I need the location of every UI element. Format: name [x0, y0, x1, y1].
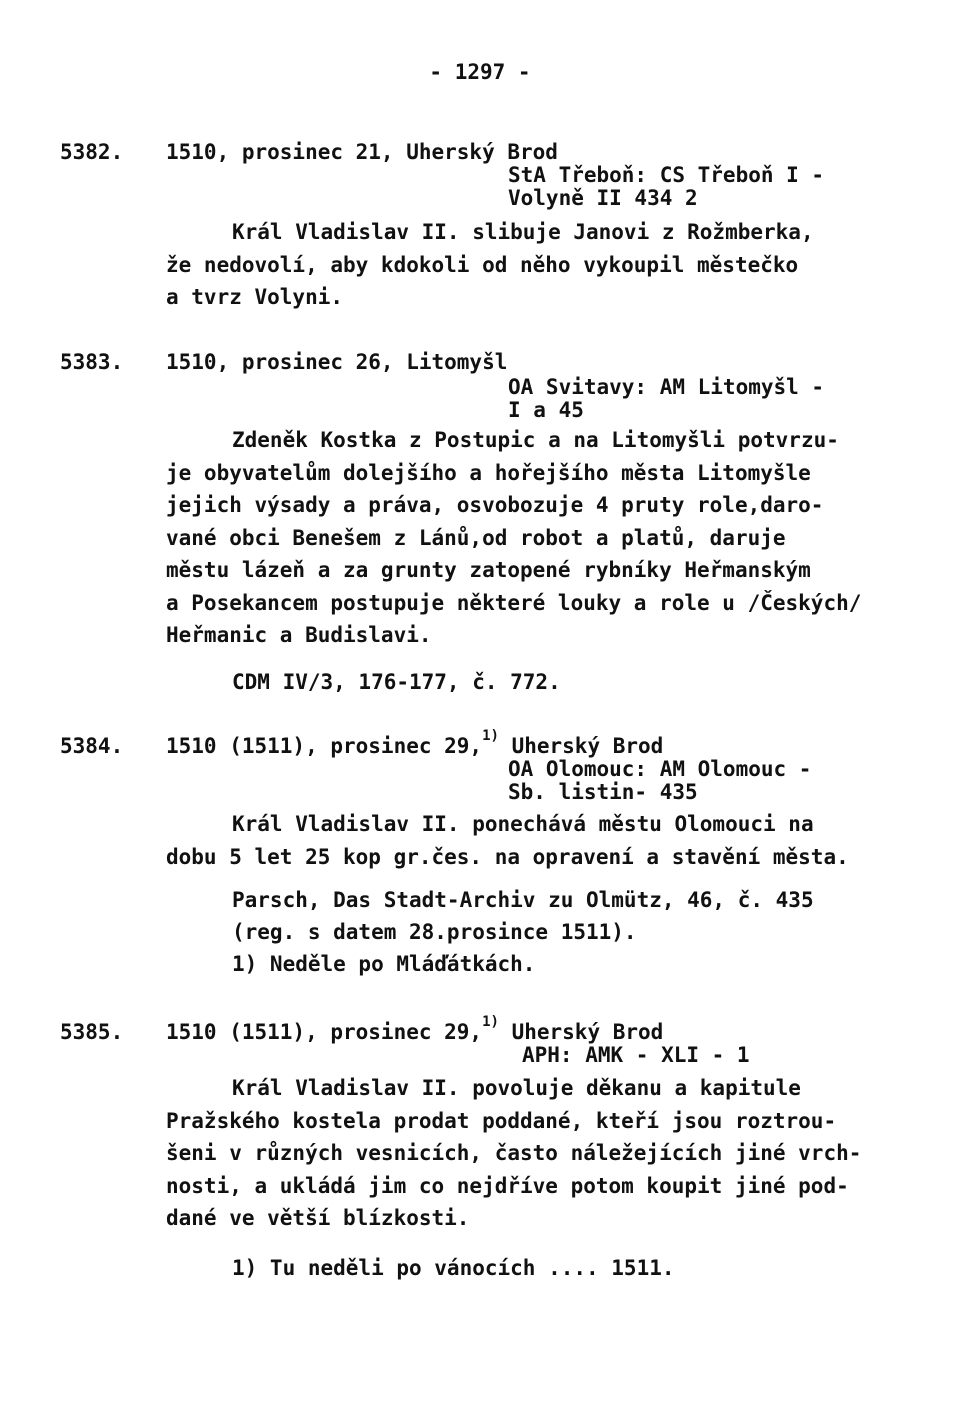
- text-line: městu lázeň a za grunty zatopené rybníky Heřmanským: [166, 558, 811, 582]
- text-line: vané obci Benešem z Lánů,od robot a platů, daruje: [166, 525, 786, 550]
- entry-number: 5383.: [60, 350, 124, 374]
- bibliographic-reference: [232, 884, 814, 980]
- archive-line: OA Svitavy: AM Litomyšl -: [508, 375, 825, 399]
- archive-line: I a 45: [508, 398, 584, 422]
- reference-line: (reg. s datem 28.prosince 1511).: [232, 920, 637, 944]
- entry-text: [166, 216, 901, 314]
- archive-reference: [522, 1044, 750, 1067]
- archive-line: Sb. listin- 435: [508, 780, 698, 804]
- archive-line: Volyně II 434 2: [508, 186, 698, 210]
- reference-line: CDM IV/3, 176-177, č. 772.: [232, 670, 561, 694]
- text-line: Pražského kostela prodat poddané, kteří jsou roztrou-: [166, 1108, 837, 1133]
- entry-number: 5385.: [60, 1020, 124, 1044]
- text-line: Král Vladislav II. slibuje Janovi z Rožmberka,: [232, 220, 814, 244]
- entry-text: [166, 424, 901, 652]
- archive-reference: [508, 164, 824, 210]
- text-line: šeni v různých vesnicích, často náležejících jiné vrch-: [166, 1141, 862, 1165]
- text-line: dobu 5 let 25 kop gr.čes. na opravení a stavění města.: [166, 844, 849, 869]
- text-line: nosti, a ukládá jim co nejdříve potom koupit jiné pod-: [166, 1173, 849, 1198]
- text-line: a Posekancem postupuje některé louky a role u /Českých/: [166, 590, 862, 615]
- entry-heading: 1510, prosinec 26, Litomyšl: [166, 350, 508, 374]
- entry-text: [166, 1072, 901, 1235]
- text-line: je obyvatelům dolejšího a hořejšího města Litomyšle: [166, 460, 811, 485]
- entry-number: 5384.: [60, 734, 124, 758]
- heading-date: 1510 (1511), prosinec 29,: [166, 734, 483, 758]
- text-line: Zdeněk Kostka z Postupic a na Litomyšli potvrzu-: [232, 428, 839, 452]
- reference-line: Parsch, Das Stadt-Archiv zu Olmütz, 46, č. 435: [232, 888, 814, 912]
- archive-line: OA Olomouc: AM Olomouc -: [508, 757, 812, 781]
- entry-heading: 1510, prosinec 21, Uherský Brod: [166, 140, 558, 164]
- archive-reference: [508, 376, 824, 422]
- entry-number: 5382.: [60, 140, 124, 164]
- heading-place: Uherský Brod: [498, 1020, 664, 1044]
- entry-heading: [166, 1014, 664, 1045]
- page-number: - 1297 -: [429, 60, 531, 84]
- archive-reference: [508, 758, 811, 804]
- text-line: že nedovolí, aby kdokoli od něho vykoupil městečko: [166, 252, 799, 277]
- text-line: Heřmanic a Budislavi.: [166, 623, 432, 647]
- entry-heading: [166, 728, 664, 759]
- text-line: dané ve větší blízkosti.: [166, 1206, 470, 1230]
- heading-date: 1510 (1511), prosinec 29,: [166, 1020, 483, 1044]
- footnote-marker: 1): [482, 728, 499, 744]
- text-line: jejich výsady a práva, osvobozuje 4 pruty role,daro-: [166, 493, 824, 517]
- archive-line: APH: AMK - XLI - 1: [522, 1043, 750, 1067]
- entry-text: [166, 808, 901, 873]
- text-line: Král Vladislav II. povoluje děkanu a kapitule: [232, 1076, 801, 1100]
- footnote-line: 1) Tu neděli po vánocích .... 1511.: [232, 1256, 675, 1280]
- heading-place: Uherský Brod: [498, 734, 664, 758]
- bibliographic-reference: [232, 666, 561, 698]
- text-line: a tvrz Volyni.: [166, 285, 344, 309]
- footnote-line: 1) Neděle po Mláďátkách.: [232, 952, 536, 976]
- footnote-marker: 1): [482, 1014, 499, 1030]
- footnote: [232, 1252, 675, 1284]
- archive-line: StA Třeboň: CS Třeboň I -: [508, 163, 825, 187]
- text-line: Král Vladislav II. ponechává městu Olomouci na: [232, 812, 814, 836]
